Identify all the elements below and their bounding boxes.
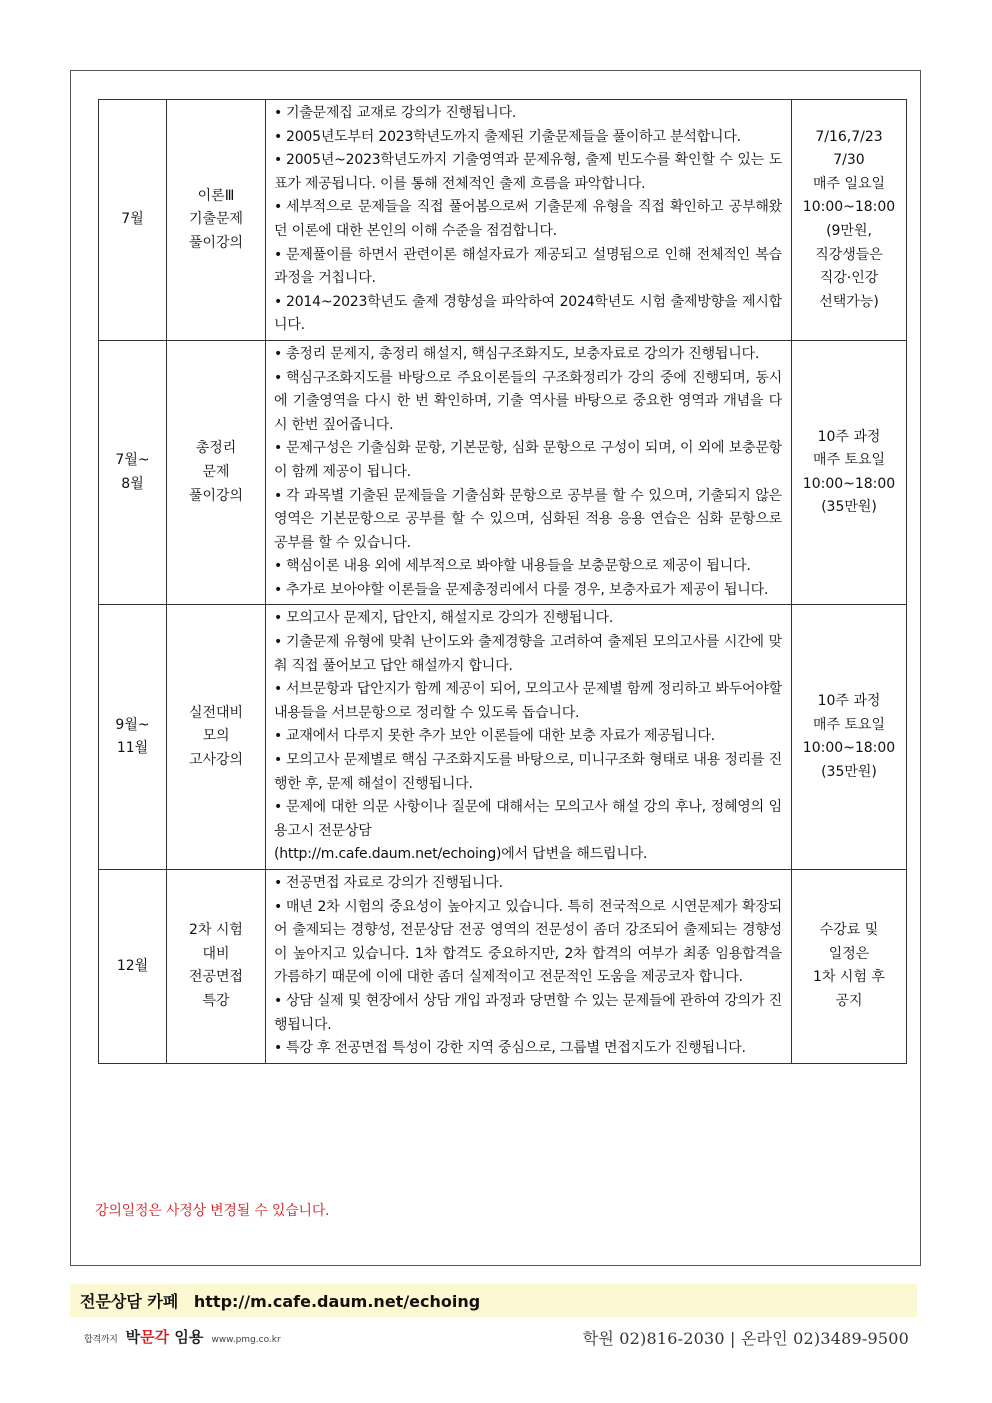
description-item xyxy=(274,196,782,243)
description-item xyxy=(274,896,782,990)
course-cell-line: 문제 xyxy=(202,463,230,480)
description-text: 2005년도부터 2023학년도까지 출제된 기출문제들을 풀이하고 분석합니다. xyxy=(286,128,741,145)
schedule-info-cell-line: 공지 xyxy=(835,992,863,1009)
description-item xyxy=(274,367,782,438)
description-item xyxy=(274,555,782,579)
cafe-label: 전문상담 카페 xyxy=(80,1292,179,1311)
schedule-row xyxy=(99,340,907,605)
description-cell xyxy=(266,870,792,1064)
schedule-info-cell-line: 매주 일요일 xyxy=(812,175,886,192)
month-cell xyxy=(99,340,167,605)
description-item xyxy=(274,725,782,749)
bullet-icon: • xyxy=(274,681,283,698)
bullet-icon: • xyxy=(274,752,283,769)
course-cell-line: 풀이강의 xyxy=(188,487,244,504)
description-item xyxy=(274,579,782,603)
bullet-icon: • xyxy=(274,558,283,575)
description-text: 각 과목별 기출된 문제들을 기출심화 문항으로 공부를 할 수 있으며, 기출되지 않은 영역은 기본문항으로 공부를 할 수 있으며, 심화된 적용 응용 연습은 심화 문항으로 공부를 할 수 있습니다. xyxy=(274,487,782,551)
bullet-icon: • xyxy=(274,152,283,169)
bullet-icon: • xyxy=(274,1040,283,1057)
bullet-icon: • xyxy=(274,440,283,457)
course-cell-line: 기출문제 xyxy=(188,211,244,228)
course-cell xyxy=(167,100,266,341)
schedule-info-cell-line: 선택가능) xyxy=(819,293,879,310)
description-item xyxy=(274,343,782,367)
cafe-banner xyxy=(70,1284,917,1317)
description-text: 총정리 문제지, 총정리 해설지, 핵심구조화지도, 보충자료로 강의가 진행됩니다. xyxy=(286,345,760,362)
schedule-info-cell-line: 1차 시험 후 xyxy=(813,969,885,986)
course-cell-line: 실전대비 xyxy=(188,704,244,721)
description-text: 특강 후 전공면접 특성이 강한 지역 중심으로, 그룹별 면접지도가 진행됩니다. xyxy=(286,1040,746,1057)
description-item xyxy=(274,437,782,484)
bullet-icon: • xyxy=(274,128,283,145)
description-text: 모의고사 문제별로 핵심 구조화지도를 바탕으로, 미니구조화 형태로 내용 정리를 진행한 후, 문제 해설이 진행됩니다. xyxy=(274,752,782,792)
description-text: 2005년~2023학년도까지 기출영역과 문제유형, 출제 빈도수를 확인할 수 있는 도표가 제공됩니다. 이를 통해 전체적인 출제 흐름을 파악합니다. xyxy=(274,152,782,192)
schedule-info-cell-line: 10주 과정 xyxy=(817,428,881,445)
description-text: 상담 실제 및 현장에서 상담 개입 과정과 당면할 수 있는 문제들에 관하여 강의가 진행됩니다. xyxy=(274,992,782,1033)
schedule-info-cell-line: 7/16,7/23 xyxy=(815,128,883,145)
description-item xyxy=(274,990,782,1037)
bullet-icon: • xyxy=(274,581,283,598)
brand-name-part3: 임용 xyxy=(169,1328,204,1346)
brand-url[interactable]: www.pmg.co.kr xyxy=(211,1335,281,1345)
course-cell-line: 특강 xyxy=(202,992,230,1009)
schedule-info-cell-line: (9만원, xyxy=(826,222,872,239)
description-text: 전공면접 자료로 강의가 진행됩니다. xyxy=(286,875,503,891)
description-item xyxy=(274,102,782,126)
description-item xyxy=(274,244,782,291)
lecture-schedule-table xyxy=(98,99,907,1064)
description-text: 문제풀이를 하면서 관련이론 해설자료가 제공되고 설명됨으로 인해 전체적인 복습 과정을 거칩니다. xyxy=(274,246,782,287)
month-cell xyxy=(99,100,167,341)
description-item xyxy=(274,485,782,556)
description-item xyxy=(274,872,782,896)
schedule-info-cell xyxy=(792,870,907,1064)
schedule-row xyxy=(99,100,907,341)
schedule-info-cell-line: 직강생들은 xyxy=(815,246,883,263)
month-cell xyxy=(99,870,167,1064)
schedule-info-cell-line: (35만원) xyxy=(821,499,877,516)
description-item xyxy=(274,749,782,796)
month-cell-line: 12월 xyxy=(116,957,149,974)
schedule-info-cell xyxy=(792,605,907,870)
brand-name-part2: 문각 xyxy=(140,1328,170,1346)
cafe-url-link[interactable]: http://m.cafe.daum.net/echoing xyxy=(193,1292,481,1311)
month-cell-line: 9월~ xyxy=(115,716,150,733)
course-cell xyxy=(167,605,266,870)
description-text: 추가로 보아야할 이론들을 문제총정리에서 다룰 경우, 보충자료가 제공이 됩니다. xyxy=(286,581,769,598)
bullet-icon: • xyxy=(274,728,283,745)
course-cell xyxy=(167,870,266,1064)
description-text: 기출문제집 교재로 강의가 진행됩니다. xyxy=(286,105,517,121)
bullet-icon: • xyxy=(274,992,283,1009)
month-cell-line: 7월~ xyxy=(115,452,150,469)
bullet-icon: • xyxy=(274,293,283,310)
bullet-icon: • xyxy=(274,875,283,891)
bullet-icon: • xyxy=(274,369,283,386)
schedule-info-cell xyxy=(792,100,907,341)
month-cell-line: 8월 xyxy=(121,475,144,492)
description-text: 핵심이론 내용 외에 세부적으로 봐야할 내용들을 보충문항으로 제공이 됩니다. xyxy=(286,558,751,575)
description-item xyxy=(274,149,782,196)
schedule-info-cell-line: 10:00~18:00 xyxy=(802,199,896,216)
brand-tagline: 합격까지 xyxy=(84,1335,118,1345)
description-item xyxy=(274,291,782,338)
bullet-icon: • xyxy=(274,610,283,627)
month-cell xyxy=(99,605,167,870)
course-cell-line: 총정리 xyxy=(195,440,237,457)
brand-name xyxy=(126,1328,204,1346)
bullet-icon: • xyxy=(274,898,283,915)
schedule-change-note: 강의일정은 사정상 변경될 수 있습니다. xyxy=(95,1203,330,1219)
schedule-body xyxy=(99,100,907,1064)
schedule-row xyxy=(99,870,907,1064)
description-cell xyxy=(266,100,792,341)
description-text: 2014~2023학년도 출제 경향성을 파악하여 2024학년도 시험 출제방향을 제시합니다. xyxy=(274,293,782,334)
schedule-info-cell-line: 일정은 xyxy=(828,945,870,962)
course-cell-line: 전공면접 xyxy=(188,969,244,986)
bullet-icon: • xyxy=(274,345,283,362)
course-cell-line: 모의 xyxy=(202,728,230,745)
bullet-icon: • xyxy=(274,105,283,121)
schedule-info-cell-line: 10:00~18:00 xyxy=(802,740,896,757)
description-text: 핵심구조화지도를 바탕으로 주요이론들의 구조화정리가 강의 중에 진행되며, 동시에 기출영역을 다시 한 번 확인하며, 기출 역사를 바탕으로 중요한 영역과 개념을 다시 한번 짚어줍니다. xyxy=(274,369,782,433)
course-cell xyxy=(167,340,266,605)
brand-logo xyxy=(84,1326,281,1348)
course-cell-line: 대비 xyxy=(202,945,230,962)
description-item xyxy=(274,843,782,867)
description-cell xyxy=(266,340,792,605)
description-text: 세부적으로 문제들을 직접 풀어봄으로써 기출문제 유형을 직접 확인하고 공부해왔던 이론에 대한 본인의 이해 수준을 점검합니다. xyxy=(274,199,782,239)
schedule-info-cell-line: 매주 토요일 xyxy=(812,452,886,469)
course-cell-line: 2차 시험 xyxy=(189,922,243,939)
description-text: 매년 2차 시험의 중요성이 높아지고 있습니다. 특히 전국적으로 시연문제가 확장되어 출제되는 경향성, 전문상담 전공 영역의 전문성이 좀더 강조되어 출제되는 경향성이 높아지고 있습니다. 1차 합격도 중요하지만, 2차 합격의 여부가 최종 임용합격을 가름하기 때문에 이에 대한 좀더 실제적이고 전문적인 도움을 제공코자 합니다. xyxy=(274,898,782,986)
bullet-icon: • xyxy=(274,487,283,504)
month-cell-line: 7월 xyxy=(121,211,144,228)
course-cell-line: 이론Ⅲ xyxy=(197,187,235,204)
month-cell-line: 11월 xyxy=(116,740,149,757)
bullet-icon: • xyxy=(274,799,283,816)
description-text: 모의고사 문제지, 답안지, 해설지로 강의가 진행됩니다. xyxy=(286,610,614,627)
description-text: 문제에 대한 의문 사항이나 질문에 대해서는 모의고사 해설 강의 후나, 정혜영의 임용고시 전문상담 xyxy=(274,799,782,839)
description-cell xyxy=(266,605,792,870)
schedule-info-cell-line: 매주 토요일 xyxy=(812,716,886,733)
description-text: 기출문제 유형에 맞춰 난이도와 출제경향을 고려하여 출제된 모의고사를 시간에 맞춰 직접 풀어보고 답안 해설까지 합니다. xyxy=(274,634,782,674)
description-item xyxy=(274,1037,782,1061)
description-item xyxy=(274,796,782,843)
course-cell-line: 풀이강의 xyxy=(188,234,244,251)
schedule-info-cell xyxy=(792,340,907,605)
bullet-icon: • xyxy=(274,634,283,651)
description-text: 서브문항과 답안지가 함께 제공이 되어, 모의고사 문제별 함께 정리하고 봐두어야할 내용들을 서브문항으로 정리할 수 있도록 돕습니다. xyxy=(274,681,782,721)
description-text: (http://m.cafe.daum.net/echoing)에서 답변을 해드립니다. xyxy=(274,846,648,863)
bullet-icon: • xyxy=(274,199,283,216)
schedule-row xyxy=(99,605,907,870)
schedule-info-cell-line: (35만원) xyxy=(821,763,877,780)
bullet-icon: • xyxy=(274,246,283,263)
description-item xyxy=(274,126,782,150)
description-text: 문제구성은 기출심화 문항, 기본문항, 심화 문항으로 구성이 되며, 이 외에 보충문항이 함께 제공이 됩니다. xyxy=(274,440,782,480)
schedule-info-cell-line: 7/30 xyxy=(833,152,865,169)
description-item xyxy=(274,678,782,725)
description-text: 교재에서 다루지 못한 추가 보안 이론들에 대한 보충 자료가 제공됩니다. xyxy=(286,728,715,745)
schedule-info-cell-line: 10주 과정 xyxy=(817,693,881,710)
description-item xyxy=(274,631,782,678)
schedule-info-cell-line: 직강·인강 xyxy=(819,270,879,287)
description-item xyxy=(274,607,782,631)
course-cell-line: 고사강의 xyxy=(188,752,244,769)
schedule-info-cell-line: 10:00~18:00 xyxy=(802,475,896,492)
brand-name-part1: 박 xyxy=(125,1328,141,1346)
schedule-info-cell-line: 수강료 및 xyxy=(819,922,879,939)
contact-numbers: 학원 02)816-2030 | 온라인 02)3489-9500 xyxy=(582,1329,909,1348)
